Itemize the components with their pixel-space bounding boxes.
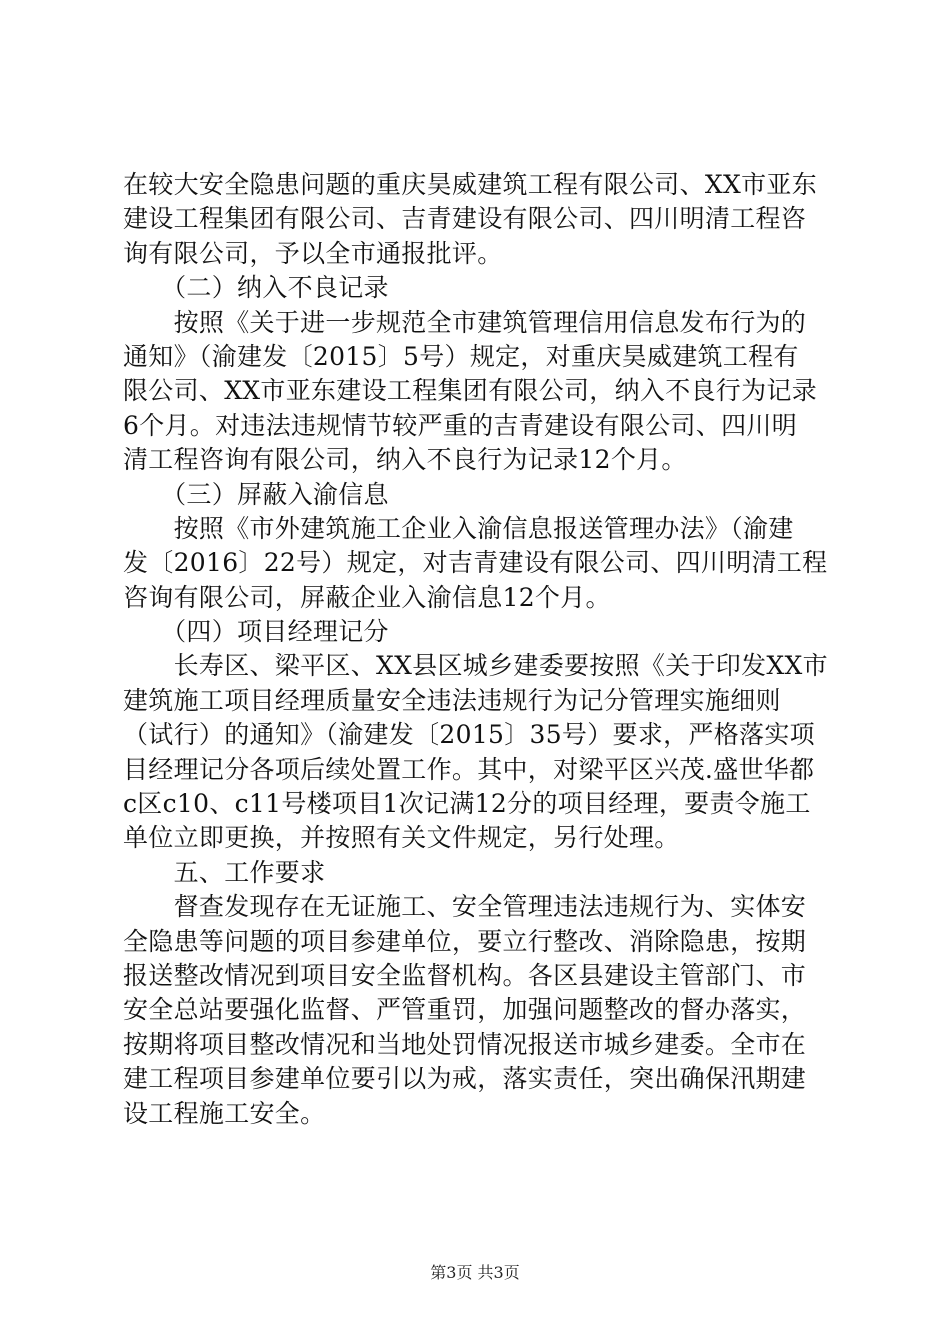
text-line: （试行）的通知》（渝建发〔2015〕35号）要求，严格落实项 [123, 720, 815, 750]
text-line: c区c10、c11号楼项目1次记满12分的项目经理，要责令施工 [123, 789, 811, 819]
text-line: 在较大安全隐患问题的重庆昊威建筑工程有限公司、XX市亚东 [123, 170, 817, 199]
section-heading: （四）项目经理记分 [123, 617, 389, 647]
text-line: 建筑施工项目经理质量安全违法违规行为记分管理实施细则 [123, 685, 781, 715]
text-line: 清工程咨询有限公司，纳入不良行为记录12个月。 [123, 445, 687, 475]
text-line: 长寿区、梁平区、XX县区城乡建委要按照《关于印发XX市 [123, 651, 828, 681]
page-number: 第3页 共3页 [430, 1263, 520, 1282]
text-line: 按照《市外建筑施工企业入渝信息报送管理办法》（渝建 [123, 513, 794, 543]
text-line: 限公司、XX市亚东建设工程集团有限公司，纳入不良行为记录 [123, 376, 817, 406]
section-heading: （二）纳入不良记录 [123, 273, 389, 303]
text-line: 建设工程集团有限公司、吉青建设有限公司、四川明清工程咨 [123, 204, 807, 234]
text-line: 安全总站要强化监督、严管重罚，加强问题整改的督办落实， [123, 995, 807, 1025]
text-line: 发〔2016〕22号）规定，对吉青建设有限公司、四川明清工程 [123, 548, 828, 578]
text-line: 督查发现存在无证施工、安全管理违法违规行为、实体安 [123, 892, 807, 922]
section-heading: 五、工作要求 [123, 857, 326, 887]
page-footer [0, 1263, 950, 1283]
text-line: 目经理记分各项后续处置工作。其中，对梁平区兴茂.盛世华都 [123, 754, 815, 784]
text-line: 单位立即更换，并按照有关文件规定，另行处理。 [123, 823, 680, 853]
text-line: 建工程项目参建单位要引以为戒，落实责任，突出确保汛期建 [123, 1064, 807, 1094]
text-line: 按期将项目整改情况和当地处罚情况报送市城乡建委。全市在 [123, 1029, 807, 1059]
section-heading: （三）屏蔽入渝信息 [123, 479, 389, 509]
document-body [123, 168, 833, 1131]
text-line: 咨询有限公司，屏蔽企业入渝信息12个月。 [123, 582, 611, 612]
text-line: 报送整改情况到项目安全监督机构。各区县建设主管部门、市 [123, 960, 807, 990]
text-line: 6个月。对违法违规情节较严重的吉青建设有限公司、四川明 [123, 410, 798, 440]
text-line: 询有限公司，予以全市通报批评。 [123, 238, 503, 268]
text-line: 按照《关于进一步规范全市建筑管理信用信息发布行为的 [123, 307, 807, 337]
text-line: 通知》（渝建发〔2015〕5号）规定，对重庆昊威建筑工程有 [123, 341, 799, 371]
text-line: 设工程施工安全。 [123, 1098, 326, 1128]
text-line: 全隐患等问题的项目参建单位，要立行整改、消除隐患，按期 [123, 926, 807, 956]
